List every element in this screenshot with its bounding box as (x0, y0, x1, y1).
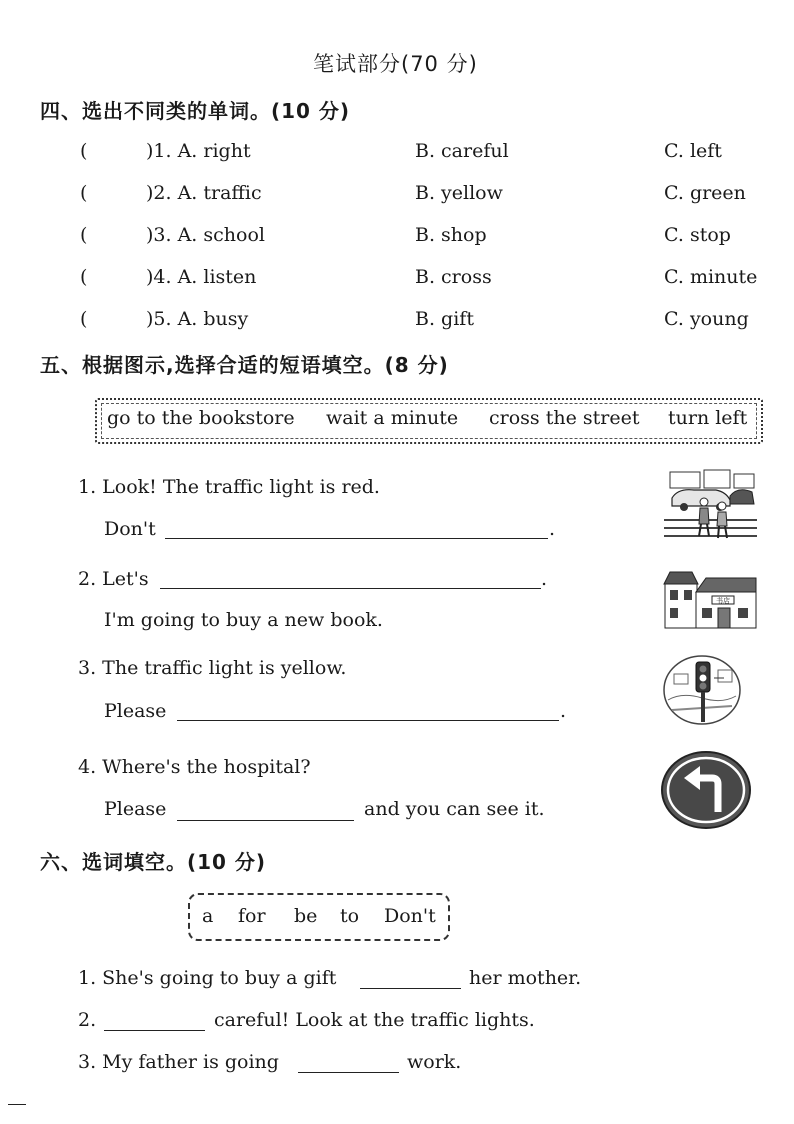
question-option-a: )3. A. school (146, 224, 265, 246)
question-option-b: B. yellow (415, 182, 503, 204)
answer-blank[interactable] (177, 720, 559, 721)
s6-q2-suffix: careful! Look at the traffic lights. (214, 1009, 535, 1031)
s6-q3-suffix: work. (407, 1051, 462, 1073)
question-option-b: B. cross (415, 266, 492, 288)
answer-paren[interactable]: ( (80, 266, 88, 288)
answer-paren[interactable]: ( (80, 182, 88, 204)
question-option-c: C. left (664, 140, 722, 162)
question-option-b: B. careful (415, 140, 509, 162)
s5-q3-prefix: Please (104, 700, 167, 722)
question-option-a: )4. A. listen (146, 266, 257, 288)
question-option-c: C. minute (664, 266, 758, 288)
answer-paren[interactable]: ( (80, 224, 88, 246)
answer-blank[interactable] (104, 1030, 205, 1031)
s5-q1-text: 1. Look! The traffic light is red. (78, 476, 380, 498)
phrase-option: wait a minute (326, 407, 459, 429)
s5-q1-prefix: Don't (104, 518, 156, 540)
answer-paren[interactable]: ( (80, 140, 88, 162)
phrase-option: cross the street (489, 407, 640, 429)
traffic-light-icon (662, 654, 742, 726)
s6-q3-prefix: 3. My father is going (78, 1051, 279, 1073)
question-option-a: )5. A. busy (146, 308, 249, 330)
answer-blank[interactable] (160, 588, 541, 589)
bookstore-sign-text: 书店 (716, 597, 730, 605)
s5-q4-suffix: and you can see it. (364, 798, 545, 820)
answer-blank[interactable] (177, 820, 354, 821)
turn-left-sign-icon (660, 750, 752, 830)
word-option: to (340, 905, 360, 927)
bookstore-icon (662, 566, 758, 630)
s5-q4-prefix: Please (104, 798, 167, 820)
phrase-options-box (95, 398, 763, 444)
question-option-b: B. gift (415, 308, 474, 330)
s5-q1-suffix: . (549, 518, 556, 540)
s6-q2-prefix: 2. (78, 1009, 97, 1031)
page-title: 笔试部分(70 分) (313, 52, 478, 76)
question-option-c: C. green (664, 182, 746, 204)
answer-blank[interactable] (165, 538, 548, 539)
word-option: for (238, 905, 266, 927)
question-option-a: )1. A. right (146, 140, 251, 162)
s6-q1-suffix: her mother. (469, 967, 582, 989)
word-option: Don't (384, 905, 436, 927)
answer-blank[interactable] (360, 988, 461, 989)
page-corner-mark (8, 1104, 26, 1105)
word-options-box (188, 893, 450, 941)
answer-blank[interactable] (298, 1072, 399, 1073)
word-option: a (202, 905, 214, 927)
section-6-heading: 六、选词填空。(10 分) (40, 850, 267, 874)
s5-q3-suffix: . (560, 700, 567, 722)
question-option-c: C. young (664, 308, 749, 330)
street-crossing-icon (664, 468, 757, 540)
section-4-heading: 四、选出不同类的单词。(10 分) (40, 99, 351, 123)
question-option-c: C. stop (664, 224, 731, 246)
word-option: be (294, 905, 318, 927)
phrase-option: turn left (668, 407, 748, 429)
s5-q2-suffix: . (541, 568, 548, 590)
question-option-a: )2. A. traffic (146, 182, 262, 204)
answer-paren[interactable]: ( (80, 308, 88, 330)
s5-q2-line2: I'm going to buy a new book. (104, 609, 383, 631)
s5-q4-text: 4. Where's the hospital? (78, 756, 311, 778)
s5-q2-prefix: 2. Let's (78, 568, 149, 590)
s5-q3-text: 3. The traffic light is yellow. (78, 657, 347, 679)
s6-q1-prefix: 1. She's going to buy a gift (78, 967, 337, 989)
question-option-b: B. shop (415, 224, 487, 246)
phrase-option: go to the bookstore (107, 407, 295, 429)
section-5-heading: 五、根据图示,选择合适的短语填空。(8 分) (40, 353, 449, 377)
